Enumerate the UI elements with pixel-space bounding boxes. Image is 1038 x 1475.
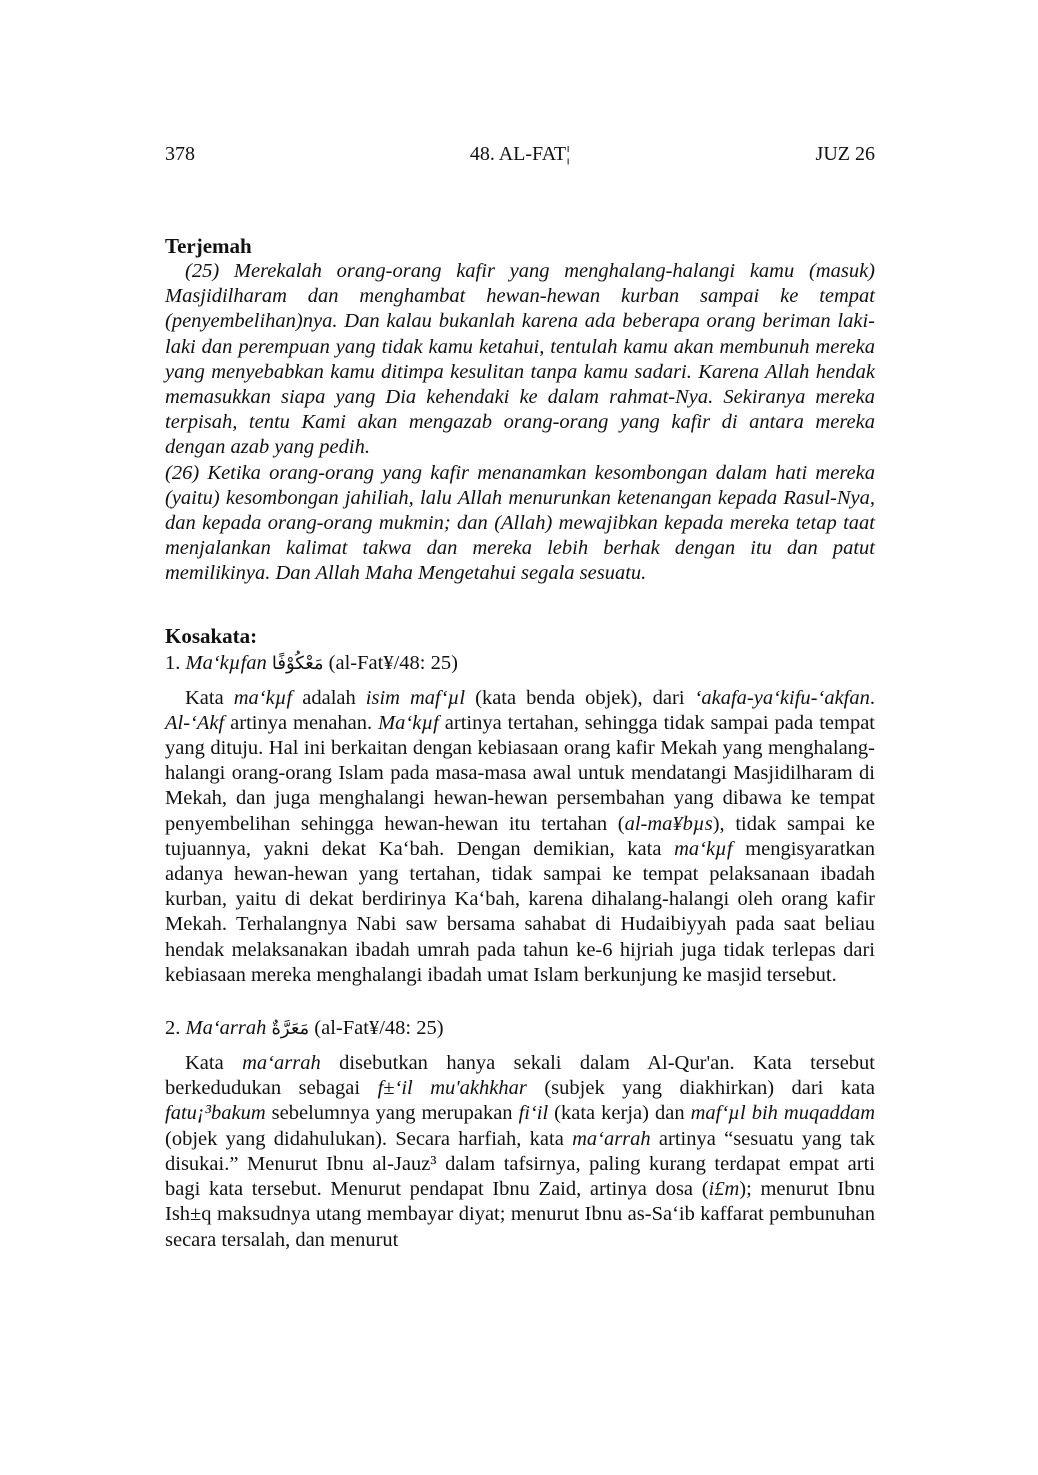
kosakata-heading: Kosakata:: [165, 623, 258, 648]
italic-term: Ma‘kµf: [378, 711, 439, 734]
vocab-number: 1.: [165, 651, 181, 674]
italic-term: isim maf‘µl: [365, 686, 466, 709]
italic-term: ma‘arrah: [572, 1127, 651, 1150]
page-content: [165, 233, 875, 1253]
vocab-title: [165, 649, 875, 678]
vocab-reference: (al-Fat¥/48: 25): [328, 651, 458, 674]
page-header: [165, 143, 875, 173]
vocab-title: [165, 1014, 875, 1043]
verse-25-translation: (25) Merekalah orang-orang kafir yang menghalang-halangi kamu (masuk) Masjidilharam dan menghambat hewan-hewan kurban sampai ke tempat (penyembelihan)nya. Dan kalau bukanlah karena ada beberapa orang beriman laki-laki dan perempuan yang tidak kamu ketahui, tentulah kamu akan membunuh mereka yang menyebabkan kamu ditimpa kesulitan tanpa kamu sadari. Karena Allah hendak memasukkan siapa yang Dia kehendaki ke dalam rahmat-Nya. Sekiranya mereka terpisah, tentu Kami akan mengazab orang-orang yang kafir di antara mereka dengan azab yang pedih.: [165, 260, 875, 459]
translation-block: [165, 259, 875, 587]
vocab-arabic: مَعْكُوْفًا: [271, 652, 324, 674]
vocab-term: Ma‘arrah: [185, 1017, 267, 1040]
vocab-reference: (al-Fat¥/48: 25): [314, 1017, 444, 1040]
italic-term: ma‘kµf: [674, 837, 733, 860]
italic-term: ‘akafa-ya‘kifu-‘akfan: [694, 686, 870, 709]
italic-term: al-ma¥bµs: [624, 812, 713, 835]
terjemah-heading: Terjemah: [165, 234, 252, 258]
italic-term: ma‘arrah: [242, 1052, 321, 1075]
italic-term: maf‘µl bih muqaddam: [690, 1102, 876, 1125]
vocab-number: 2.: [165, 1017, 181, 1040]
italic-term: ma‘kµf: [233, 686, 293, 709]
italic-term: f±‘il mu'akhkhar: [377, 1077, 527, 1100]
vocab-entry-1: [165, 649, 875, 988]
vocab-entry-2: [165, 1014, 875, 1253]
vocab-body: Kata ma‘kµf adalah isim maf‘µl (kata benda objek), dari ‘akafa-ya‘kifu-‘akfan. Al-‘Akf artinya menahan. Ma‘kµf artinya tertahan, sehingga tidak sampai pada tempat yang dituju. Hal ini berkaitan dengan kebiasaan orang kafir Mekah yang menghalang-halangi orang-orang Islam pada masa-masa awal untuk mendatangi Masjidilharam di Mekah, dan juga menghalangi hewan-hewan persembahan yang dibawa ke tempat penyembelihan sehingga hewan-hewan itu tertahan (al-ma¥bµs), tidak sampai ke tujuannya, yakni dekat Ka‘bah. Dengan demikian, kata ma‘kµf mengisyaratkan adanya hewan-hewan yang tertahan, tidak sampai ke tempat pelaksanaan ibadah kurban, yaitu di dekat berdirinya Ka‘bah, karena dihalang-halangi oleh orang kafir Mekah. Terhalangnya Nabi saw bersama sahabat di Hudaibiyyah pada saat beliau hendak melaksanakan ibadah umrah pada tahun ke-6 hijriah juga tidak terlepas dari kebiasaan mereka menghalangi ibadah umat Islam berkunjung ke masjid tersebut.: [165, 686, 876, 986]
italic-term: fatu¡³bakum: [165, 1102, 266, 1125]
page-number: 378: [165, 143, 195, 165]
italic-term: Al-‘Akf: [165, 711, 225, 734]
vocab-arabic: مَعَرَّةٌ: [271, 1018, 310, 1040]
italic-term: fi‘il: [518, 1102, 549, 1125]
vocab-body: Kata ma‘arrah disebutkan hanya sekali dalam Al-Qur'an. Kata tersebut berkedudukan sebagai f±‘il mu'akhkhar (subjek yang diakhirkan) dari kata fatu¡³bakum sebelumnya yang merupakan fi‘il (kata kerja) dan maf‘µl bih muqaddam (objek yang didahulukan). Secara harfiah, kata ma‘arrah artinya “sesuatu yang tak disukai.” Menurut Ibnu al-Jauz³ dalam tafsirnya, paling kurang terdapat empat arti bagi kata tersebut. Menurut pendapat Ibnu Zaid, artinya dosa (i£m); menurut Ibnu Ish±q maksudnya utang membayar diyat; menurut Ibnu as-Sa‘ib kaffarat pembunuhan secara tersalah, dan menurut: [165, 1052, 876, 1251]
surah-title: 48. AL-FAT¦: [469, 143, 571, 165]
italic-term: i£m: [708, 1178, 740, 1201]
juz-label: JUZ 26: [815, 143, 875, 165]
verse-26-translation: (26) Ketika orang-orang yang kafir menanamkan kesombongan dalam hati mereka (yaitu) kesombongan jahiliah, lalu Allah menurunkan ketenangan kepada Rasul-Nya, dan kepada orang-orang mukmin; dan (Allah) mewajibkan kepada mereka tetap taat menjalankan kalimat takwa dan mereka lebih berhak dengan itu dan patut memilikinya. Dan Allah Maha Mengetahui segala sesuatu.: [165, 461, 875, 585]
vocab-term: Ma‘kµfan: [185, 651, 267, 674]
